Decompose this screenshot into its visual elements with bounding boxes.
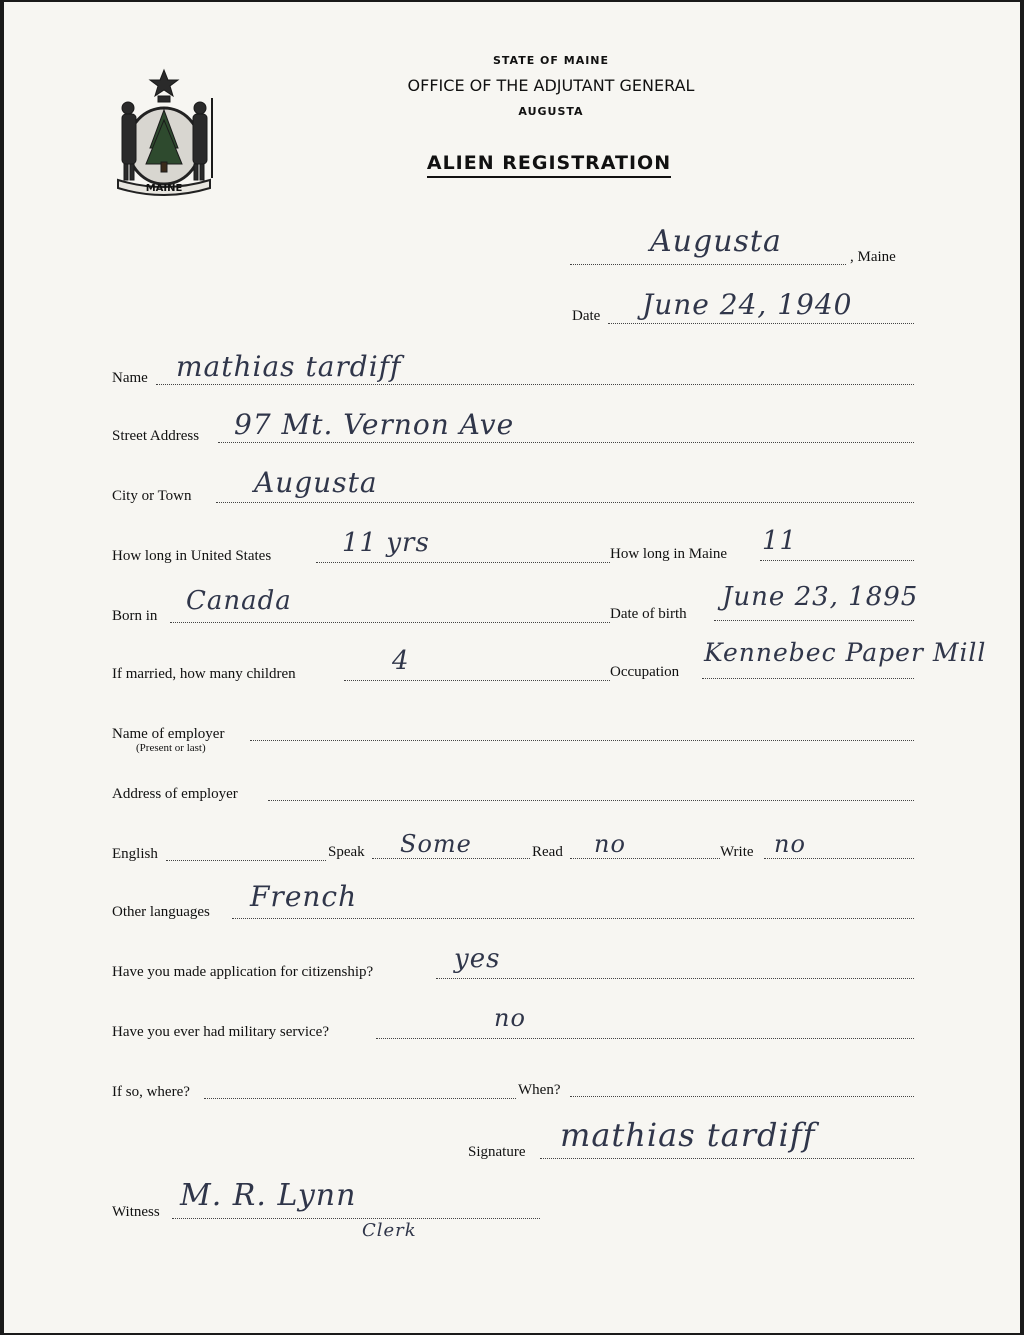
signature-label: Signature bbox=[468, 1144, 526, 1160]
employer-address-label: Address of employer bbox=[112, 786, 238, 802]
military-label: Have you ever had military service? bbox=[112, 1024, 329, 1040]
english-line bbox=[166, 860, 326, 861]
write-entry[interactable]: no bbox=[774, 830, 806, 858]
citizenship-line bbox=[436, 978, 914, 979]
city-entry[interactable]: Augusta bbox=[254, 466, 378, 499]
military-entry[interactable]: no bbox=[494, 1004, 526, 1032]
registration-form bbox=[4, 2, 1020, 1333]
form-title: ALIEN REGISTRATION bbox=[4, 152, 1020, 174]
speak-line bbox=[372, 858, 530, 859]
seal-banner-text: MAINE bbox=[145, 183, 183, 194]
occupation-entry[interactable]: Kennebec Paper Mill bbox=[704, 638, 987, 667]
state-heading: STATE OF MAINE bbox=[492, 54, 610, 67]
signature-line bbox=[540, 1158, 914, 1159]
street-line bbox=[218, 442, 914, 443]
office-heading: OFFICE OF THE ADJUTANT GENERAL bbox=[407, 76, 695, 95]
children-entry[interactable]: 4 bbox=[392, 646, 410, 676]
when-label: When? bbox=[518, 1082, 561, 1098]
witness-label: Witness bbox=[112, 1204, 160, 1220]
born-in-label: Born in bbox=[112, 608, 158, 624]
street-entry[interactable]: 97 Mt. Vernon Ave bbox=[234, 408, 515, 441]
employer-line bbox=[250, 740, 914, 741]
city-line bbox=[216, 502, 914, 503]
city-heading: AUGUSTA bbox=[518, 105, 584, 118]
signature-entry[interactable]: mathias tardiff bbox=[560, 1116, 816, 1154]
read-line bbox=[570, 858, 720, 859]
english-label: English bbox=[112, 846, 158, 862]
citizenship-label: Have you made application for citizenship? bbox=[112, 964, 374, 980]
citizenship-entry[interactable]: yes bbox=[454, 944, 501, 974]
city-label: City or Town bbox=[112, 488, 192, 504]
street-label: Street Address bbox=[112, 428, 200, 444]
how-long-us-label: How long in United States bbox=[112, 548, 272, 564]
date-of-birth-line bbox=[714, 620, 914, 621]
how-long-maine-label: How long in Maine bbox=[610, 546, 728, 562]
how-long-us-line bbox=[316, 562, 610, 563]
witness-entry[interactable]: M. R. Lynn bbox=[180, 1178, 357, 1213]
date-entry[interactable]: June 24, 1940 bbox=[642, 288, 853, 321]
date-of-birth-entry[interactable]: June 23, 1895 bbox=[722, 582, 919, 612]
occupation-label: Occupation bbox=[610, 664, 680, 680]
how-long-us-entry[interactable]: 11 yrs bbox=[342, 528, 430, 558]
speak-entry[interactable]: Some bbox=[400, 830, 472, 858]
witness-line bbox=[172, 1218, 540, 1219]
read-entry[interactable]: no bbox=[594, 830, 626, 858]
other-languages-line bbox=[232, 918, 914, 919]
occupation-line bbox=[702, 678, 914, 679]
read-label: Read bbox=[532, 844, 563, 860]
name-label: Name bbox=[112, 370, 148, 386]
how-long-maine-line bbox=[760, 560, 914, 561]
name-line bbox=[156, 384, 914, 385]
date-of-birth-label: Date of birth bbox=[610, 606, 687, 622]
when-line bbox=[570, 1096, 914, 1097]
military-line bbox=[376, 1038, 914, 1039]
date-label: Date bbox=[572, 308, 601, 324]
where-line bbox=[204, 1098, 516, 1099]
children-label: If married, how many children bbox=[112, 666, 296, 682]
born-in-line bbox=[170, 622, 610, 623]
date-line bbox=[608, 323, 914, 324]
other-languages-entry[interactable]: French bbox=[250, 880, 358, 913]
speak-label: Speak bbox=[328, 844, 365, 860]
other-languages-label: Other languages bbox=[112, 904, 210, 920]
born-in-entry[interactable]: Canada bbox=[186, 586, 292, 616]
where-label: If so, where? bbox=[112, 1084, 190, 1100]
place-entry[interactable]: Augusta bbox=[650, 224, 782, 259]
employer-note: (Present or last) bbox=[136, 742, 206, 754]
name-entry[interactable]: mathias tardiff bbox=[176, 350, 402, 383]
maine-label: , Maine bbox=[850, 249, 896, 265]
how-long-maine-entry[interactable]: 11 bbox=[762, 526, 798, 556]
write-line bbox=[764, 858, 914, 859]
employer-address-line bbox=[268, 800, 914, 801]
witness-title-entry: Clerk bbox=[362, 1220, 417, 1241]
place-line bbox=[570, 264, 846, 265]
write-label: Write bbox=[720, 844, 754, 860]
employer-label: Name of employer bbox=[112, 726, 225, 742]
children-line bbox=[344, 680, 610, 681]
